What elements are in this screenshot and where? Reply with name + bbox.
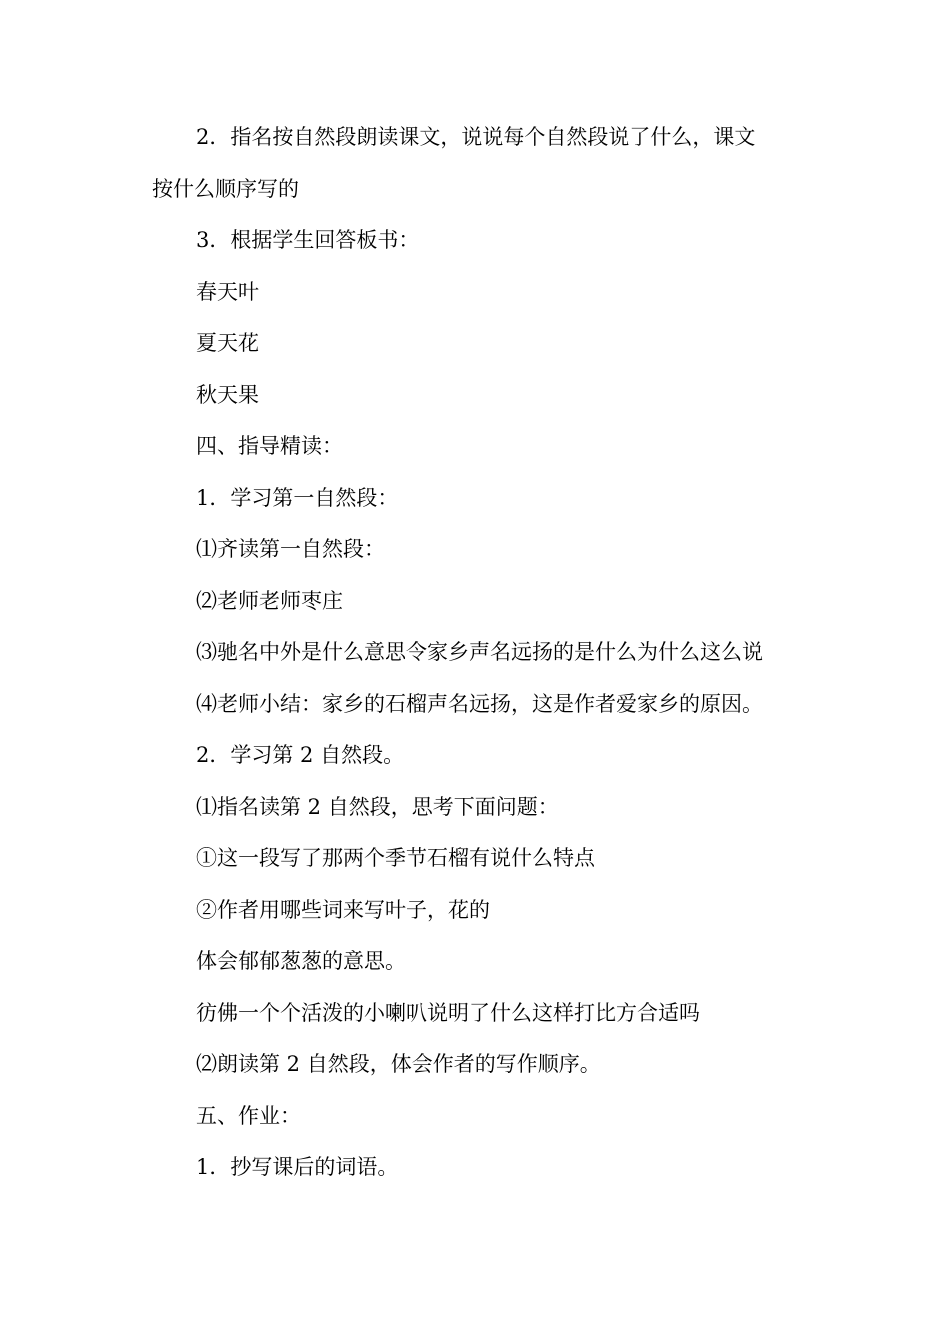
- paragraph: ⑵朗读第 2 自然段，体会作者的写作顺序。: [196, 1052, 601, 1076]
- paragraph: 2．指名按自然段朗读课文，说说每个自然段说了什么，课文: [196, 125, 756, 149]
- paragraph: ⑴指名读第 2 自然段，思考下面问题：: [196, 794, 559, 819]
- paragraph: ⑷老师小结：家乡的石榴声名远扬，这是作者爱家乡的原因。: [196, 691, 763, 716]
- paragraph: 夏天花: [196, 331, 259, 355]
- paragraph: 1．抄写课后的词语。: [196, 1155, 399, 1179]
- section-heading: 五、作业：: [196, 1103, 301, 1128]
- paragraph: 3．根据学生回答板书：: [196, 228, 420, 252]
- paragraph: 春天叶: [196, 279, 259, 304]
- paragraph: ⑵老师老师枣庄: [196, 588, 343, 613]
- section-heading: 四、指导精读：: [196, 434, 343, 458]
- paragraph: 按什么顺序写的: [152, 176, 299, 201]
- paragraph: 2．学习第 2 自然段。: [196, 743, 405, 767]
- paragraph: 1．学习第一自然段：: [196, 485, 399, 510]
- paragraph: ①这一段写了那两个季节石榴有说什么特点: [196, 846, 595, 870]
- paragraph: ②作者用哪些词来写叶子，花的: [196, 897, 490, 922]
- paragraph: 秋天果: [196, 382, 259, 407]
- document-body: [152, 112, 812, 1194]
- paragraph: ⑴齐读第一自然段：: [196, 537, 385, 561]
- paragraph: 彷佛一个个活泼的小喇叭说明了什么这样打比方合适吗: [196, 1000, 700, 1025]
- paragraph: ⑶驰名中外是什么意思令家乡声名远扬的是什么为什么这么说: [196, 640, 763, 664]
- paragraph: 体会郁郁葱葱的意思。: [196, 949, 406, 973]
